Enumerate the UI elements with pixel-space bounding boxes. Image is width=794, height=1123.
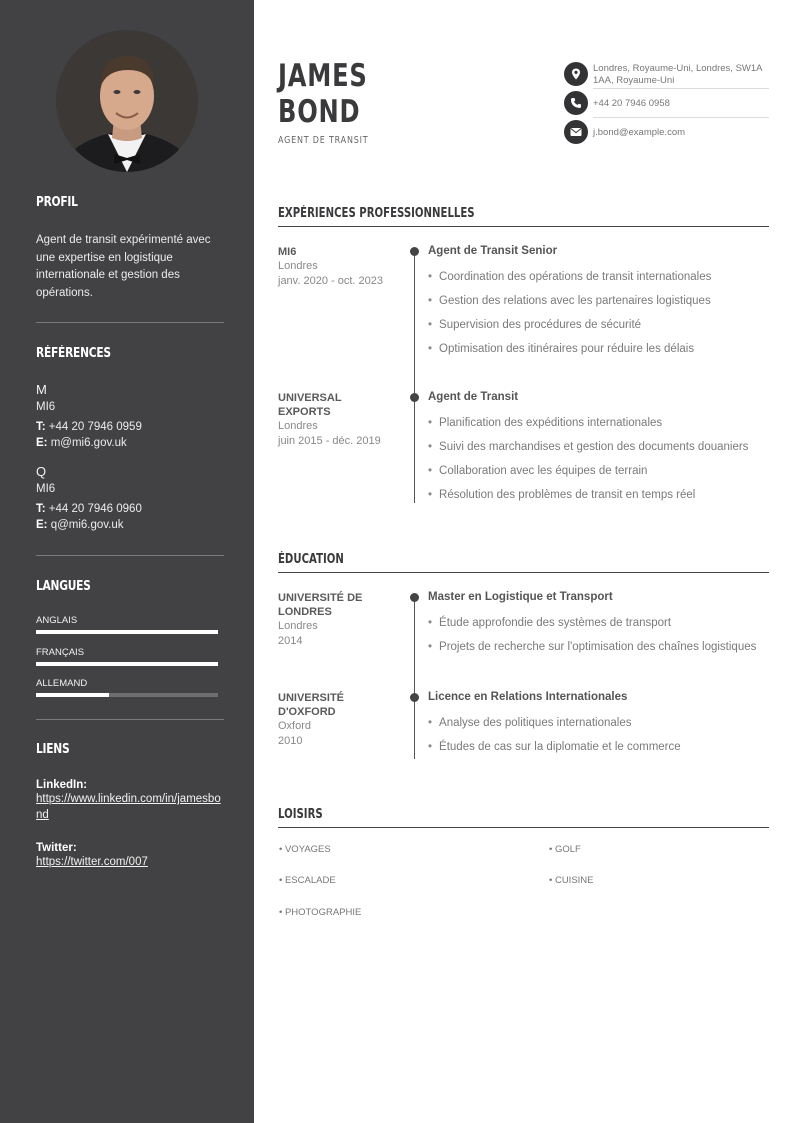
job-title: AGENT DE TRANSIT: [278, 135, 369, 146]
reference-email: E: m@mi6.gov.uk: [36, 437, 127, 449]
reference-phone: T: +44 20 7946 0959: [36, 421, 142, 433]
reference-name: M: [36, 382, 47, 397]
timeline-dot: [410, 393, 419, 402]
hobby-item: • ESCALADE: [279, 875, 336, 886]
experience-title: EXPÉRIENCES PROFESSIONNELLES: [278, 206, 475, 221]
reference-org: MI6: [36, 401, 56, 413]
section-rule: [278, 827, 769, 828]
contact-email[interactable]: j.bond@example.com: [593, 127, 686, 138]
location-icon: [564, 62, 588, 86]
entry-dates: 2014: [278, 634, 303, 647]
bullet-item: • Résolution des problèmes de transit en temps réel: [428, 488, 768, 502]
candidate-name: [278, 58, 368, 130]
reference-phone: T: +44 20 7946 0960: [36, 503, 142, 515]
language-item: [36, 615, 218, 634]
entry-city: Londres: [278, 620, 318, 632]
bullet-item: • Coordination des opérations de transit internationales: [428, 270, 768, 284]
reference-item: [36, 464, 224, 533]
divider: [36, 322, 224, 323]
entry-dates: 2010: [278, 734, 303, 747]
experience-entry: [278, 391, 769, 511]
twitter-label: Twitter:: [36, 842, 77, 854]
last-name: BOND: [278, 94, 361, 130]
entry-role: Agent de Transit: [428, 391, 519, 403]
entry-organization: MI6 Londres janv. 2020 - oct. 2023: [278, 245, 388, 288]
phone-icon: [564, 91, 588, 115]
twitter-link[interactable]: https://twitter.com/007: [36, 856, 148, 868]
entry-city: Londres: [278, 260, 318, 272]
language-name: ALLEMAND: [36, 678, 88, 689]
bullet-item: • Collaboration avec les équipes de terrain: [428, 464, 768, 478]
timeline-dot: [410, 593, 419, 602]
hobbies-header: [278, 807, 769, 822]
linkedin-label: LinkedIn:: [36, 779, 88, 791]
profile-photo: [56, 30, 198, 172]
language-level-fill: [36, 693, 109, 697]
hobby-item: • GOLF: [549, 844, 581, 855]
link-item: [36, 779, 224, 823]
education-entry: [278, 691, 769, 771]
entry-city: Oxford: [278, 720, 312, 732]
entry-bullets: [428, 270, 768, 366]
first-name: JAMES: [278, 58, 368, 94]
entry-bullets: [428, 416, 768, 512]
language-level-fill: [36, 630, 218, 634]
link-item: [36, 842, 224, 870]
language-name: FRANÇAIS: [36, 647, 85, 658]
profile-section: [36, 195, 224, 302]
hobbies-title: LOISIRS: [278, 807, 323, 822]
language-level-bar: [36, 662, 218, 666]
bullet-item: • Projets de recherche sur l'optimisation des chaînes logistiques: [428, 640, 768, 654]
linkedin-link[interactable]: https://www.linkedin.com/in/jamesbond: [36, 793, 221, 821]
education-title: ÉDUCATION: [278, 552, 344, 567]
contact-block: [564, 62, 769, 152]
entry-role: Master en Logistique et Transport: [428, 591, 613, 603]
experience-header: [278, 206, 769, 221]
language-name: ANGLAIS: [36, 615, 78, 626]
languages-section: [36, 579, 224, 689]
entry-role: Licence en Relations Internationales: [428, 691, 628, 703]
divider: [593, 117, 769, 118]
section-rule: [278, 226, 769, 227]
bullet-item: • Optimisation des itinéraires pour réduire les délais: [428, 342, 768, 356]
entry-organization: UNIVERSITÉ D'OXFORD Oxford 2010: [278, 691, 388, 748]
entry-bullets: [428, 616, 768, 664]
entry-dates: janv. 2020 - oct. 2023: [278, 274, 383, 287]
divider: [36, 555, 224, 556]
hobby-item: • VOYAGES: [279, 844, 331, 855]
profile-title: PROFIL: [36, 195, 78, 210]
timeline-dot: [410, 247, 419, 256]
bullet-item: • Analyse des politiques internationales: [428, 716, 768, 730]
language-level-bar: [36, 693, 218, 697]
entry-dates: juin 2015 - déc. 2019: [278, 434, 381, 447]
education-header: [278, 552, 769, 567]
entry-role: Agent de Transit Senior: [428, 245, 558, 257]
reference-email: E: q@mi6.gov.uk: [36, 519, 124, 531]
divider: [593, 88, 769, 89]
hobby-item: • CUISINE: [549, 875, 594, 886]
languages-title: LANGUES: [36, 579, 91, 594]
timeline-dot: [410, 693, 419, 702]
bullet-item: • Gestion des relations avec les partenaires logistiques: [428, 294, 768, 308]
reference-org: MI6: [36, 483, 56, 495]
entry-organization: UNIVERSITÉ DE LONDRES Londres 2014: [278, 591, 388, 648]
entry-city: Londres: [278, 420, 318, 432]
language-item: [36, 647, 218, 666]
contact-phone: +44 20 7946 0958: [593, 98, 670, 109]
timeline-line: [414, 697, 415, 759]
timeline-line: [414, 251, 415, 395]
divider: [36, 719, 224, 720]
entry-organization: UNIVERSAL EXPORTS Londres juin 2015 - déc. 2019: [278, 391, 388, 448]
hobby-item: • PHOTOGRAPHIE: [279, 907, 362, 918]
email-icon: [564, 120, 588, 144]
entry-bullets: [428, 716, 768, 764]
references-title: RÉFÉRENCES: [36, 346, 111, 361]
section-rule: [278, 572, 769, 573]
references-section: [36, 346, 224, 531]
bullet-item: • Études de cas sur la diplomatie et le commerce: [428, 740, 768, 754]
education-entry: [278, 591, 769, 671]
timeline-line: [414, 597, 415, 697]
bullet-item: • Supervision des procédures de sécurité: [428, 318, 768, 332]
sidebar: [0, 0, 254, 1123]
language-level-fill: [36, 662, 218, 666]
bullet-item: • Suivi des marchandises et gestion des documents douaniers: [428, 440, 768, 454]
language-item: [36, 678, 218, 697]
reference-name: Q: [36, 464, 47, 479]
timeline-line: [414, 397, 415, 503]
links-title: LIENS: [36, 742, 70, 757]
links-section: [36, 742, 224, 868]
bullet-item: • Planification des expéditions internationales: [428, 416, 768, 430]
experience-entry: [278, 245, 769, 365]
profile-text: Agent de transit expérimenté avec une expertise en logistique internationale et gestion des opérations.: [36, 234, 211, 299]
contact-address: Londres, Royaume-Uni, Londres, SW1A 1AA, Royaume-Uni: [593, 63, 762, 86]
bullet-item: • Étude approfondie des systèmes de transport: [428, 616, 768, 630]
language-level-bar: [36, 630, 218, 634]
reference-item: [36, 382, 224, 451]
